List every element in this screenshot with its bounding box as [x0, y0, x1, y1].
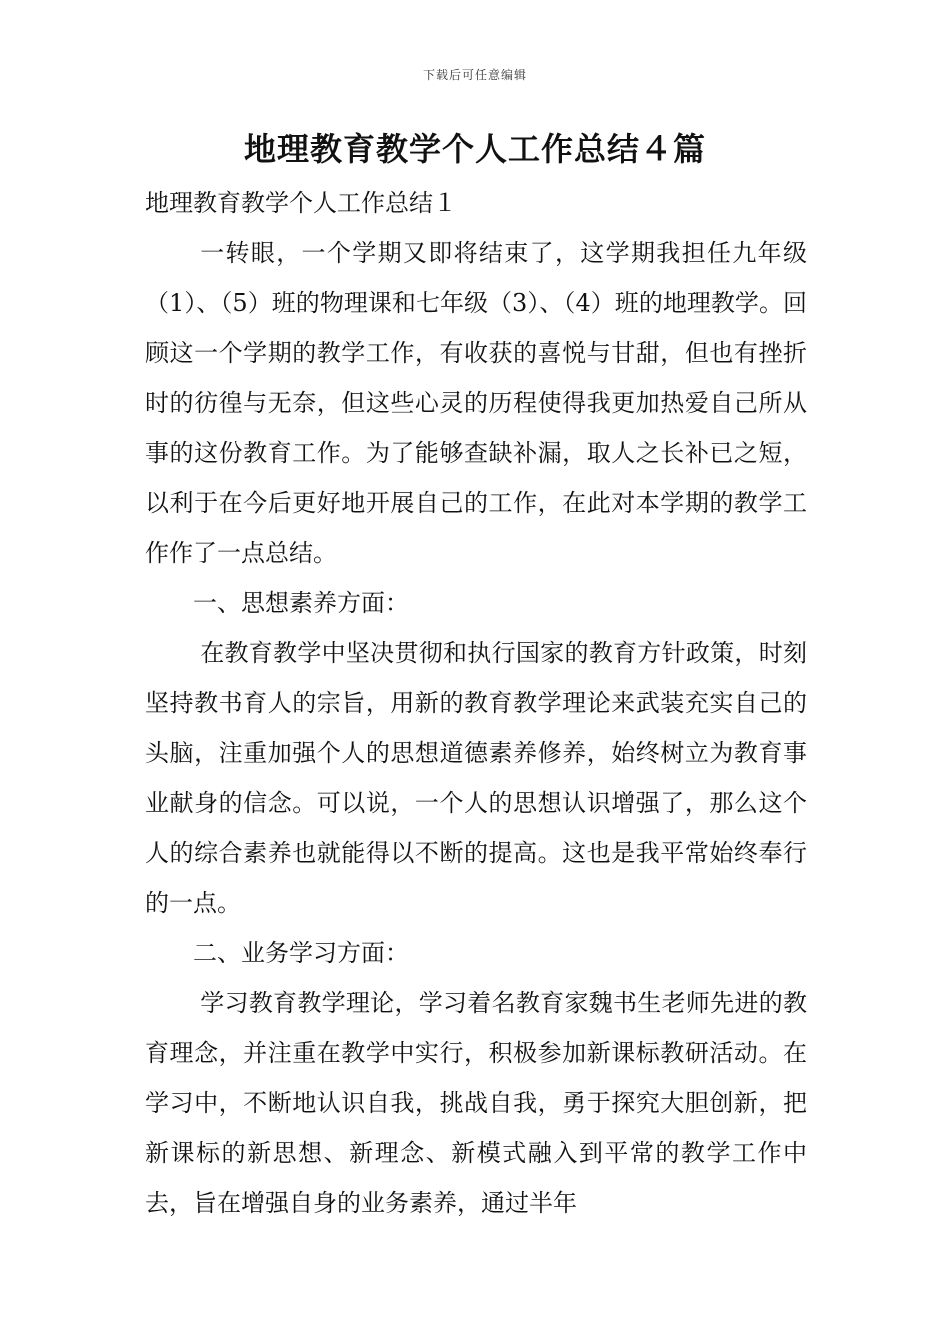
section-heading-study: 二、业务学习方面： [193, 939, 409, 967]
header-note: 下载后可任意编辑 [422, 68, 527, 82]
document-title: 地理教育教学个人工作总结４篇 [243, 130, 706, 168]
section-subtitle: 地理教育教学个人工作总结１ [145, 189, 457, 217]
paragraph-intro: 一转眼，一个学期又即将结束了，这学期我担任九年级（1）、（5）班的物理课和七年级（3）、（4）班的地理教学。回顾这一个学期的教学工作，有收获的喜悦与甘甜，但也有挫折时的彷徨与无奈，但这些心灵的历程使得我更加热爱自己所从事的这份教育工作。为了能够查缺补漏，取人之长补已之短，以利于在今后更好地开展自己的工作，在此对本学期的教学工作作了一点总结。 [145, 239, 807, 567]
section-heading-thought: 一、思想素养方面： [193, 589, 409, 617]
paragraph-study: 学习教育教学理论，学习着名教育家魏书生老师先进的教育理念，并注重在教学中实行，积极参加新课标教研活动。在学习中，不断地认识自我，挑战自我，勇于探究大胆创新，把新课标的新思想、新理念、新模式融入到平常的教学工作中去，旨在增强自身的业务素养，通过半年 [145, 989, 807, 1217]
paragraph-thought: 在教育教学中坚决贯彻和执行国家的教育方针政策，时刻坚持教书育人的宗旨，用新的教育教学理论来武装充实自己的头脑，注重加强个人的思想道德素养修养，始终树立为教育事业献身的信念。可以说，一个人的思想认识增强了，那么这个人的综合素养也就能得以不断的提高。这也是我平常始终奉行的一点。 [145, 639, 807, 917]
document-body [145, 178, 807, 1228]
